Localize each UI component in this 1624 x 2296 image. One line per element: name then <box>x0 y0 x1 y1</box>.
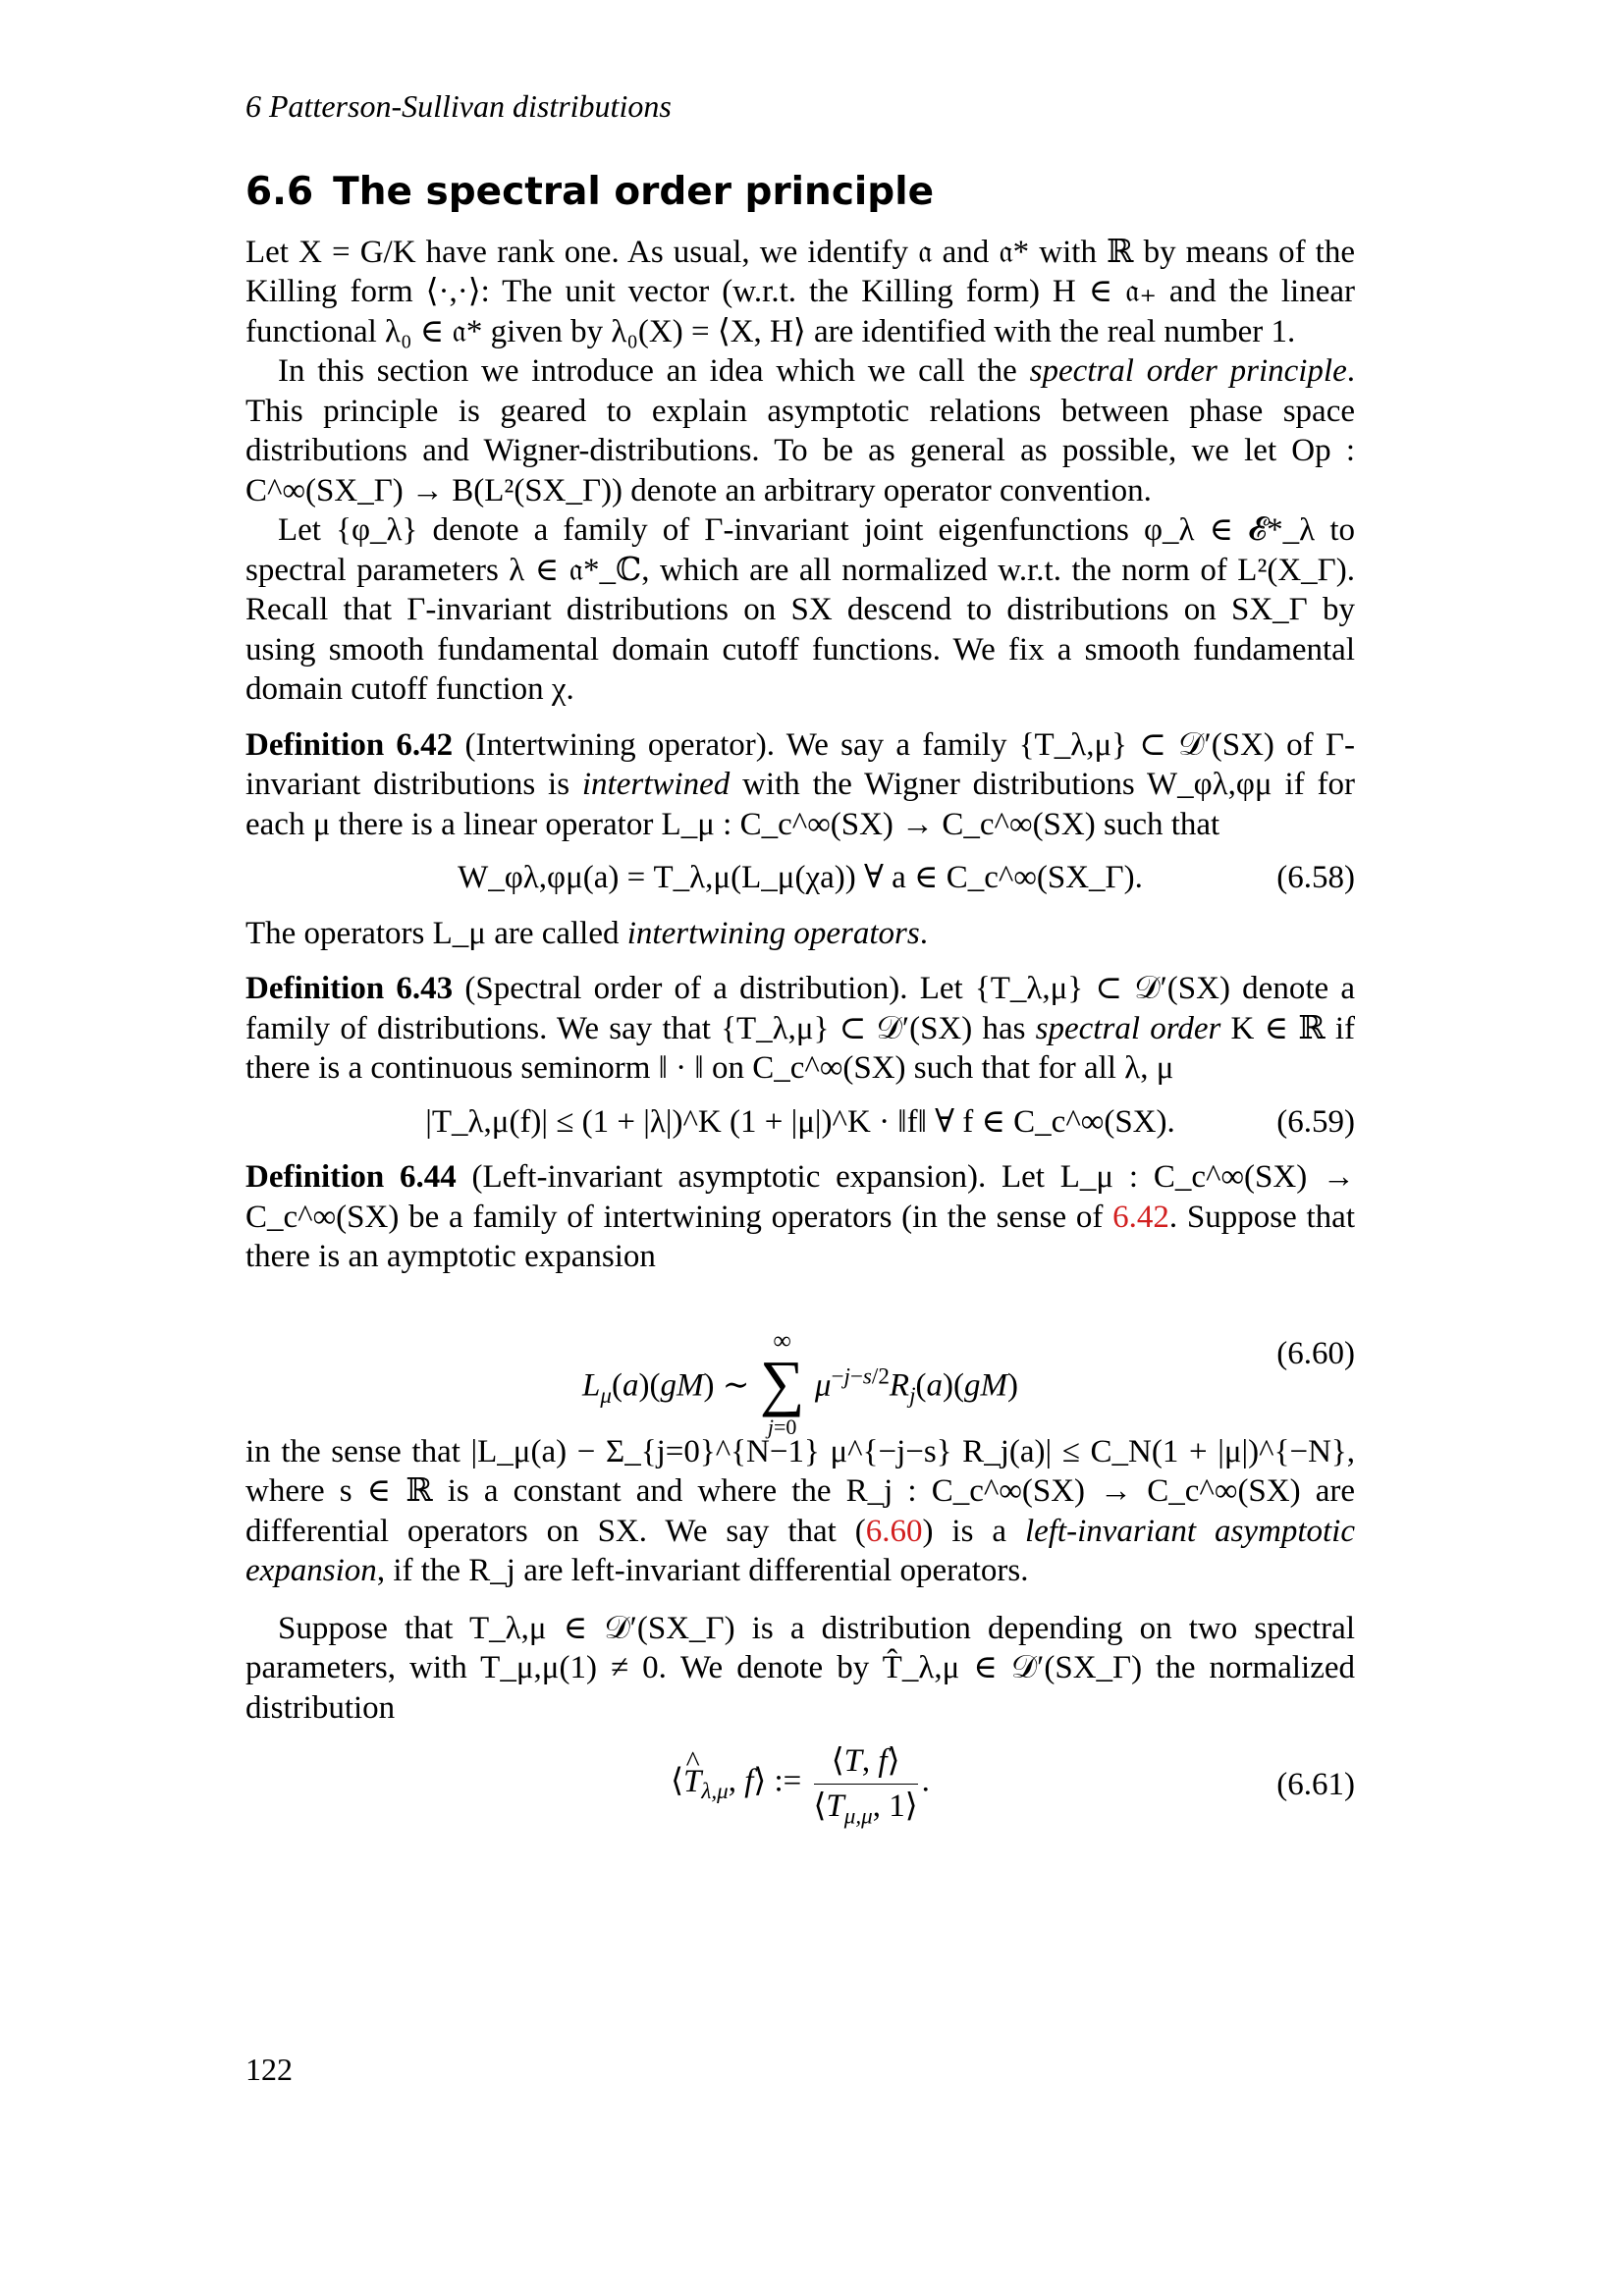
page-number: 122 <box>245 2052 293 2087</box>
definition-title: (Left-invariant asymptotic expansion). <box>471 1159 987 1195</box>
summation-sign: ∞ ∑ j=0 <box>759 1325 805 1439</box>
definition-label: Definition 6.44 <box>245 1159 457 1195</box>
equation-6-59 <box>245 1102 1355 1143</box>
equation-number: (6.61) <box>1276 1767 1355 1802</box>
definition-6-44: Definition 6.44 (Left-invariant asymptotic expansion). Let L_μ : C_c^∞(SX) → C_c^∞(SX) be a family of intertwining operators (in the sense of 6.42. Suppose that there is an aymptotic expansion <box>245 1159 1356 1274</box>
equation-body: W_φλ,φμ(a) = T_λ,μ(L_μ(χa)) ∀ a ∈ C_c^∞(SX_Γ). <box>458 860 1143 895</box>
definition-title: (Spectral order of a distribution). <box>464 971 908 1006</box>
equation-6-60 <box>245 1295 1355 1439</box>
section-number: 6.6 <box>245 169 314 214</box>
closing-paragraph: Suppose that T_λ,μ ∈ 𝒟′(SX_Γ) is a distribution depending on two spectral parameters, with T_μ,μ(1) ≠ 0. We denote by T̂_λ,μ ∈ 𝒟′(SX_Γ) the normalized distribution <box>245 1610 1355 1726</box>
section-title-text: The spectral order principle <box>333 169 935 214</box>
page-body <box>245 86 1355 1845</box>
definition-6-42-followup: The operators L_μ are called intertwining operators. <box>245 915 928 951</box>
equation-6-61 <box>245 1741 1355 1836</box>
definition-title: (Intertwining operator). <box>464 726 776 763</box>
definition-6-44-followup: in the sense that |L_μ(a) − Σ_{j=0}^{N−1} μ^{−j−s} R_j(a)| ≤ C_N(1 + |μ|)^{−N}, where s ∈ ℝ is a constant and where the R_j : C_c^∞(SX) → C_c^∞(SX) are differential operators on SX. We say that (6.60) is a left-invariant asymptotic expansion, if the R_j are left-invariant differential operators. <box>245 1433 1355 1588</box>
definition-6-42: Definition 6.42 (Intertwining operator). We say a family {T_λ,μ} ⊂ 𝒟′(SX) of Γ-invariant distributions is intertwined with the Wigner distributions W_φλ,φμ if for each μ there is a linear operator L_μ : C_c^∞(SX) → C_c^∞(SX) such that <box>245 726 1355 842</box>
paragraph-2: In this section we introduce an idea which we call the spectral order principle. This principle is geared to explain asymptotic relations between phase space distributions and Wigner-distributions. To be as general as possible, we let Op : C^∞(SX_Γ) → B(L²(SX_Γ)) denote an arbitrary operator convention. <box>245 353 1356 508</box>
section-title <box>245 170 1355 215</box>
cross-reference-link[interactable]: 6.42 <box>1112 1199 1169 1235</box>
definition-label: Definition 6.42 <box>245 726 454 763</box>
equation-number: (6.59) <box>1276 1103 1355 1140</box>
definition-6-43: Definition 6.43 (Spectral order of a distribution). Let {T_λ,μ} ⊂ 𝒟′(SX) denote a family of distributions. We say that {T_λ,μ} ⊂ 𝒟′(SX) has spectral order K ∈ ℝ if there is a continuous seminorm ‖ · ‖ on C_c^∞(SX) such that for all λ, μ <box>245 971 1356 1086</box>
equation-body: |T_λ,μ(f)| ≤ (1 + |λ|)^K (1 + |μ|)^K · ‖f‖ ∀ f ∈ C_c^∞(SX). <box>425 1103 1175 1140</box>
paragraph-1: Let X = G/K have rank one. As usual, we identify 𝔞 and 𝔞* with ℝ by means of the Killing form ⟨·,·⟩: The unit vector (w.r.t. the Killing form) H ∈ 𝔞₊ and the linear functional λ₀ ∈ 𝔞* given by λ₀(X) = ⟨X, H⟩ are identified with the real number 1. <box>245 234 1355 349</box>
equation-number: (6.58) <box>1276 860 1355 895</box>
definition-label: Definition 6.43 <box>245 971 454 1006</box>
equation-number: (6.60) <box>1276 1335 1355 1371</box>
equation-6-58 <box>245 858 1355 898</box>
equation-body: ⟨^ $T_{\lambda,\mu}$, f⟩ := $\frac{⟨T, f⟩}{⟨T_{\mu,\mu}, 1⟩}$ . <box>245 1741 1355 1826</box>
running-head: 6 Patterson-Sullivan distributions <box>245 88 672 124</box>
fraction: $\frac{⟨T, f⟩}{⟨T_{\mu,\mu}, 1⟩}$ <box>813 1743 918 1829</box>
cross-reference-link[interactable]: 6.60 <box>865 1513 923 1549</box>
equation-body: $L_\mu(a)(gM)$ ∼ ∞ ∑ j=0 $\mu^{-j-s/2}R_j(a)(gM)$ <box>245 1334 1355 1442</box>
paragraph-3: Let {φ_λ} denote a family of Γ-invariant joint eigenfunctions φ_λ ∈ 𝓔*_λ to spectral parameters λ ∈ 𝔞*_ℂ, which are all normalized w.r.t. the norm of L²(X_Γ). Recall that Γ-invariant distributions on SX descend to distributions on SX_Γ by using smooth fundamental domain cutoff functions. We fix a smooth fundamental domain cutoff function χ. <box>245 512 1355 707</box>
